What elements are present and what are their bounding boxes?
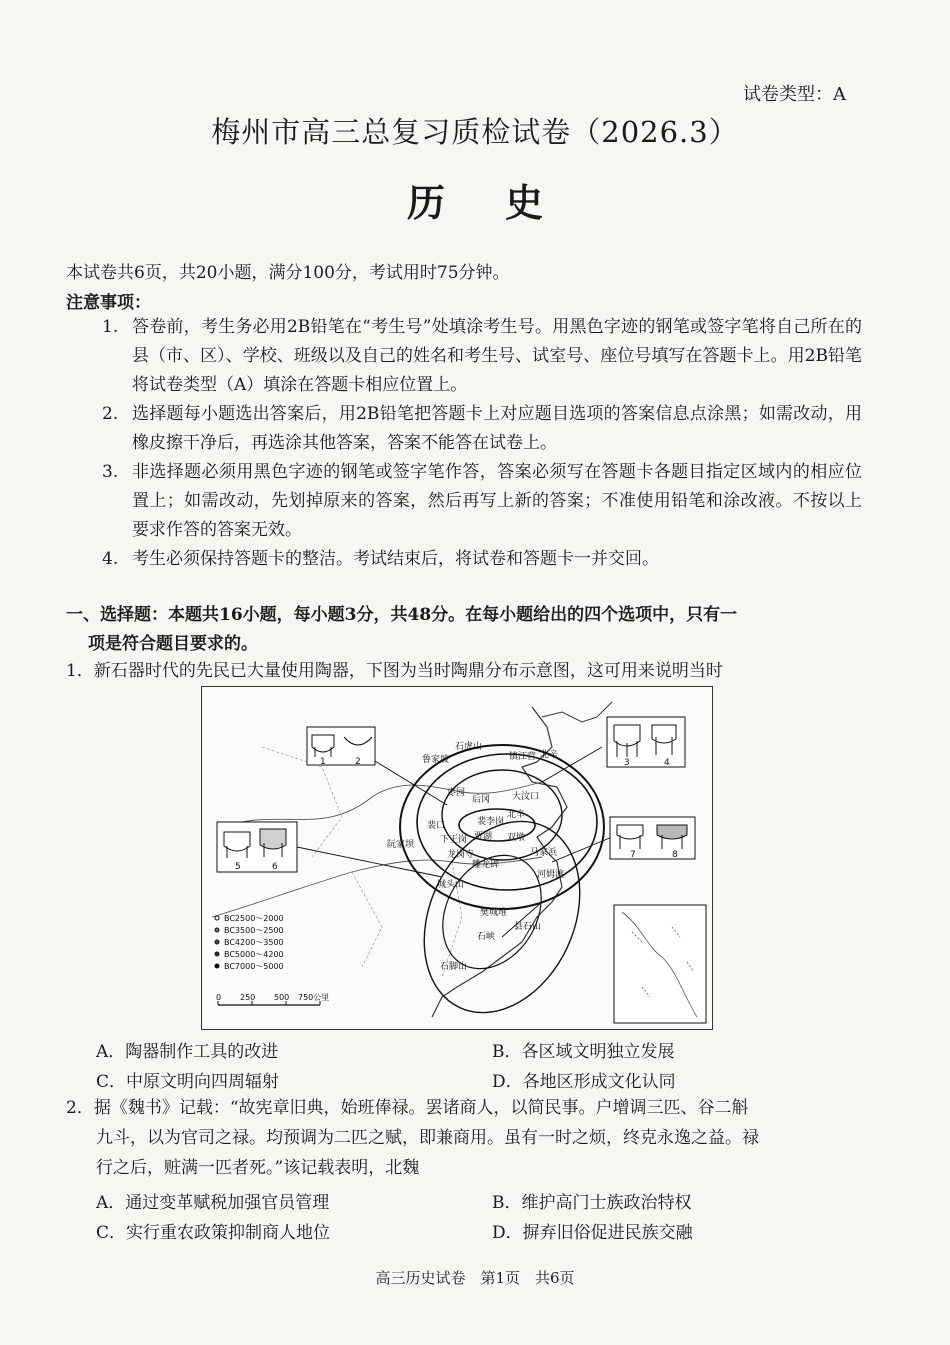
- pottery-distribution-map: [201, 686, 713, 1030]
- site-label: 阮家坝: [387, 840, 415, 850]
- site-label: 裴李岗: [477, 817, 505, 827]
- legend-entry: BC2500～2000: [224, 914, 284, 923]
- exam-title: 梅州市高三总复习质检试卷（2026.3）: [211, 115, 739, 149]
- notice-heading: 注意事项：: [66, 293, 151, 313]
- question-1-option-d[interactable]: D．各地区形成文化认同: [492, 1072, 676, 1092]
- notice-text: 考生必须保持答题卡的整洁。考试结束后，将试卷和答题卡一并交回。: [132, 549, 659, 569]
- south-china-sea-inset: [614, 905, 706, 1023]
- vessel-number: 5: [235, 862, 241, 872]
- vessel-box-7-8: [610, 817, 695, 860]
- pointer-line: [552, 837, 612, 862]
- question-2-line: 2．据《魏书》记载：“故宪章旧典，始班俸禄。罢诸商人，以简民事。户增调三匹、谷二斛: [66, 1098, 749, 1118]
- vessel-number: 7: [630, 850, 636, 860]
- notice-item: [102, 545, 862, 574]
- scale-label: 0: [216, 993, 222, 1002]
- notice-number: 3.: [102, 462, 119, 482]
- notice-text: 答卷前，考生务必用2B铅笔在“考生号”处填涂考生号。用黑色字迹的钢笔或签字笔将自己所在的县（市、区）、学校、班级以及自己的姓名和考生号、试室号、座位号填写在答题卡上。用2B铅笔将试卷类型（A）填涂在答题卡相应位置上。: [132, 317, 862, 395]
- bohai-coast: [542, 702, 612, 722]
- question-2-option-a[interactable]: A．通过变革赋税加强官员管理: [96, 1193, 330, 1213]
- site-label: 石峡: [477, 932, 496, 942]
- question-2-option-d[interactable]: D．摒弃旧俗促进民族交融: [492, 1223, 693, 1243]
- notice-item: [102, 458, 862, 545]
- site-label: 北辛: [540, 750, 559, 760]
- subject-title: 历史: [406, 180, 603, 225]
- notice-number: 1.: [102, 317, 119, 337]
- site-label: 马家浜: [530, 848, 558, 858]
- notice-text: 选择题每小题选出答案后，用2B铅笔把答题卡上对应题目选项的答案信息点涂黑；如需改动，用橡皮擦干净后，再选涂其他答案，答案不能答在试卷上。: [132, 404, 862, 453]
- site-label: 雕龙碑: [472, 860, 500, 870]
- vessel-number: 2: [355, 757, 361, 767]
- map-figure: [202, 687, 712, 1029]
- site-label: 后冈: [472, 795, 491, 805]
- scale-label: 250: [240, 993, 256, 1002]
- site-label: 大汶口: [512, 792, 540, 802]
- site-label: 河姆渡: [537, 870, 565, 880]
- site-label: 北辛: [507, 810, 526, 820]
- legend-entry: BC5000～4200: [224, 950, 284, 959]
- pointer-line: [297, 847, 442, 877]
- section-heading-line2: 项是符合题目要求的。: [88, 634, 258, 654]
- site-label: 樊城堆: [480, 908, 508, 918]
- notice-item: [102, 313, 862, 400]
- map-legend: [215, 914, 284, 971]
- page-footer: 高三历史试卷 第1页 共6页: [375, 1269, 575, 1287]
- vessel-box-1-2: [307, 727, 375, 767]
- notice-item: [102, 400, 862, 458]
- legend-entry: BC7000～5000: [224, 962, 284, 971]
- notice-text: 非选择题必须用黑色字迹的钢笔或签字笔作答，答案必须写在答题卡各题目指定区域内的相应位置上；如需改动，先划掉原来的答案，然后再写上新的答案；不准使用铅笔和涂改液。不按以上要求作答的答案无效。: [132, 462, 862, 540]
- question-2-line: 九斗，以为官司之禄。均预调为二匹之赋，即兼商用。虽有一时之烦，终克永逸之益。禄: [96, 1128, 759, 1148]
- site-label: 龙岗寺: [447, 850, 475, 860]
- question-2-option-c[interactable]: C．实行重农政策抑制商人地位: [96, 1223, 331, 1243]
- site-label: 双墩: [507, 833, 526, 843]
- vessel-number: 6: [272, 862, 278, 872]
- question-1-option-b[interactable]: B．各区域文明独立发展: [492, 1042, 675, 1062]
- legend-entry: BC4200～3500: [224, 938, 284, 947]
- question-1-stem: 1．新石器时代的先民已大量使用陶器，下图为当时陶鼎分布示意图，这可用来说明当时: [66, 661, 723, 681]
- scale-label: 750公里: [298, 993, 330, 1002]
- question-1-option-a[interactable]: A．陶器制作工具的改进: [96, 1042, 279, 1062]
- site-label: 裴口: [427, 821, 446, 831]
- section-heading: [66, 601, 866, 659]
- site-label: 枣园: [447, 788, 466, 798]
- site-label: 石脚山: [440, 962, 468, 972]
- question-2-option-b[interactable]: B．维护高门士族政治特权: [492, 1193, 692, 1213]
- site-label: 下王岗: [440, 835, 468, 845]
- vessel-number: 3: [624, 758, 630, 768]
- range-ellipse-3: [442, 770, 562, 860]
- vessel-box-3-4: [607, 717, 685, 768]
- question-1-option-c[interactable]: C．中原文明向四周辐射: [96, 1072, 280, 1092]
- vessel-number: 8: [672, 850, 678, 860]
- map-scale-bar: [216, 993, 329, 1005]
- site-label: 镇江营: [509, 752, 537, 762]
- vessel-number: 4: [664, 758, 670, 768]
- site-label: 鲁家坡: [422, 755, 450, 765]
- site-label: 城头山: [437, 880, 465, 890]
- site-label: 石虎山: [455, 742, 483, 752]
- notice-number: 4.: [102, 549, 119, 569]
- site-label: 贾湖: [474, 832, 493, 842]
- exam-intro: 本试卷共6页，共20小题，满分100分，考试用时75分钟。: [66, 263, 510, 283]
- vessel-number: 1: [320, 757, 326, 767]
- question-2-line: 行之后，赃满一匹者死。”该记载表明，北魏: [96, 1158, 420, 1178]
- notice-list: [102, 313, 862, 574]
- section-heading-line1: 一、选择题：本题共16小题，每小题3分，共48分。在每小题给出的四个选项中，只有一: [66, 605, 738, 625]
- site-label: 县石山: [514, 922, 542, 932]
- legend-entry: BC3500～2500: [224, 926, 284, 935]
- scale-label: 500: [274, 993, 290, 1002]
- exam-type: 试卷类型：A: [743, 84, 846, 105]
- question-2-stem: [66, 1093, 866, 1183]
- vessel-box-5-6: [217, 822, 297, 872]
- notice-number: 2.: [102, 404, 119, 424]
